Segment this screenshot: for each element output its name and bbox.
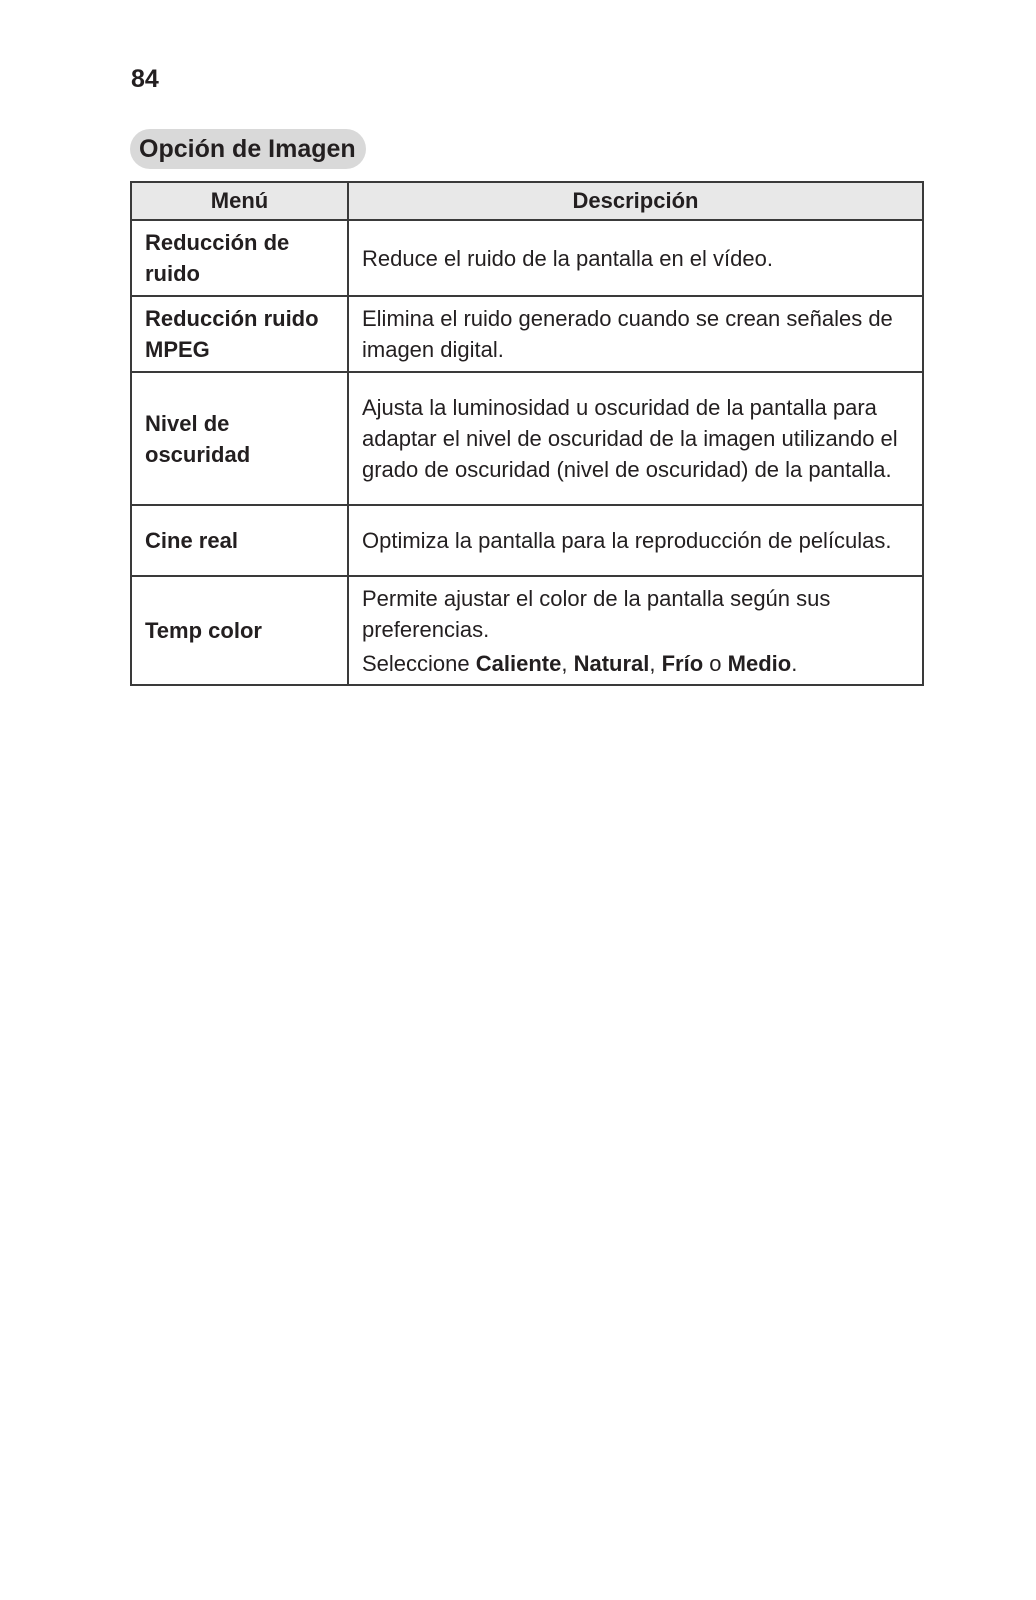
table-row	[131, 220, 923, 296]
option-caliente: Caliente	[475, 650, 562, 676]
menu-cell: Cine real	[131, 505, 348, 576]
description-cell: Elimina el ruido generado cuando se crean señales de imagen digital.	[348, 296, 923, 372]
description-text: Permite ajustar el color de la pantalla según sus preferencias.	[362, 585, 831, 642]
description-options	[362, 648, 916, 679]
option-medio: Medio	[727, 650, 792, 676]
options-prefix: Seleccione	[362, 650, 476, 676]
table-row	[131, 372, 923, 505]
page-number: 84	[131, 65, 159, 93]
section-title: Opción de Imagen	[130, 129, 366, 169]
description-cell: Reduce el ruido de la pantalla en el vídeo.	[348, 220, 923, 296]
options-separator: ,	[649, 650, 662, 676]
description-cell: Ajusta la luminosidad u oscuridad de la pantalla para adaptar el nivel de oscuridad de la imagen utilizando el grado de oscuridad (nivel de oscuridad) de la pantalla.	[348, 372, 923, 505]
table-row	[131, 505, 923, 576]
header-description: Descripción	[348, 182, 923, 220]
option-natural: Natural	[573, 650, 650, 676]
table-row	[131, 296, 923, 372]
options-suffix: .	[791, 650, 798, 676]
menu-cell: Reducción ruido MPEG	[131, 296, 348, 372]
options-separator: o	[703, 650, 728, 676]
description-cell	[348, 576, 923, 685]
table-header-row	[131, 182, 923, 220]
menu-cell: Temp color	[131, 576, 348, 685]
options-separator: ,	[561, 650, 574, 676]
menu-cell: Reducción de ruido	[131, 220, 348, 296]
table-row	[131, 576, 923, 685]
options-table	[130, 181, 924, 686]
option-frio: Frío	[661, 650, 704, 676]
description-cell: Optimiza la pantalla para la reproducción de películas.	[348, 505, 923, 576]
header-menu: Menú	[131, 182, 348, 220]
menu-cell: Nivel de oscuridad	[131, 372, 348, 505]
